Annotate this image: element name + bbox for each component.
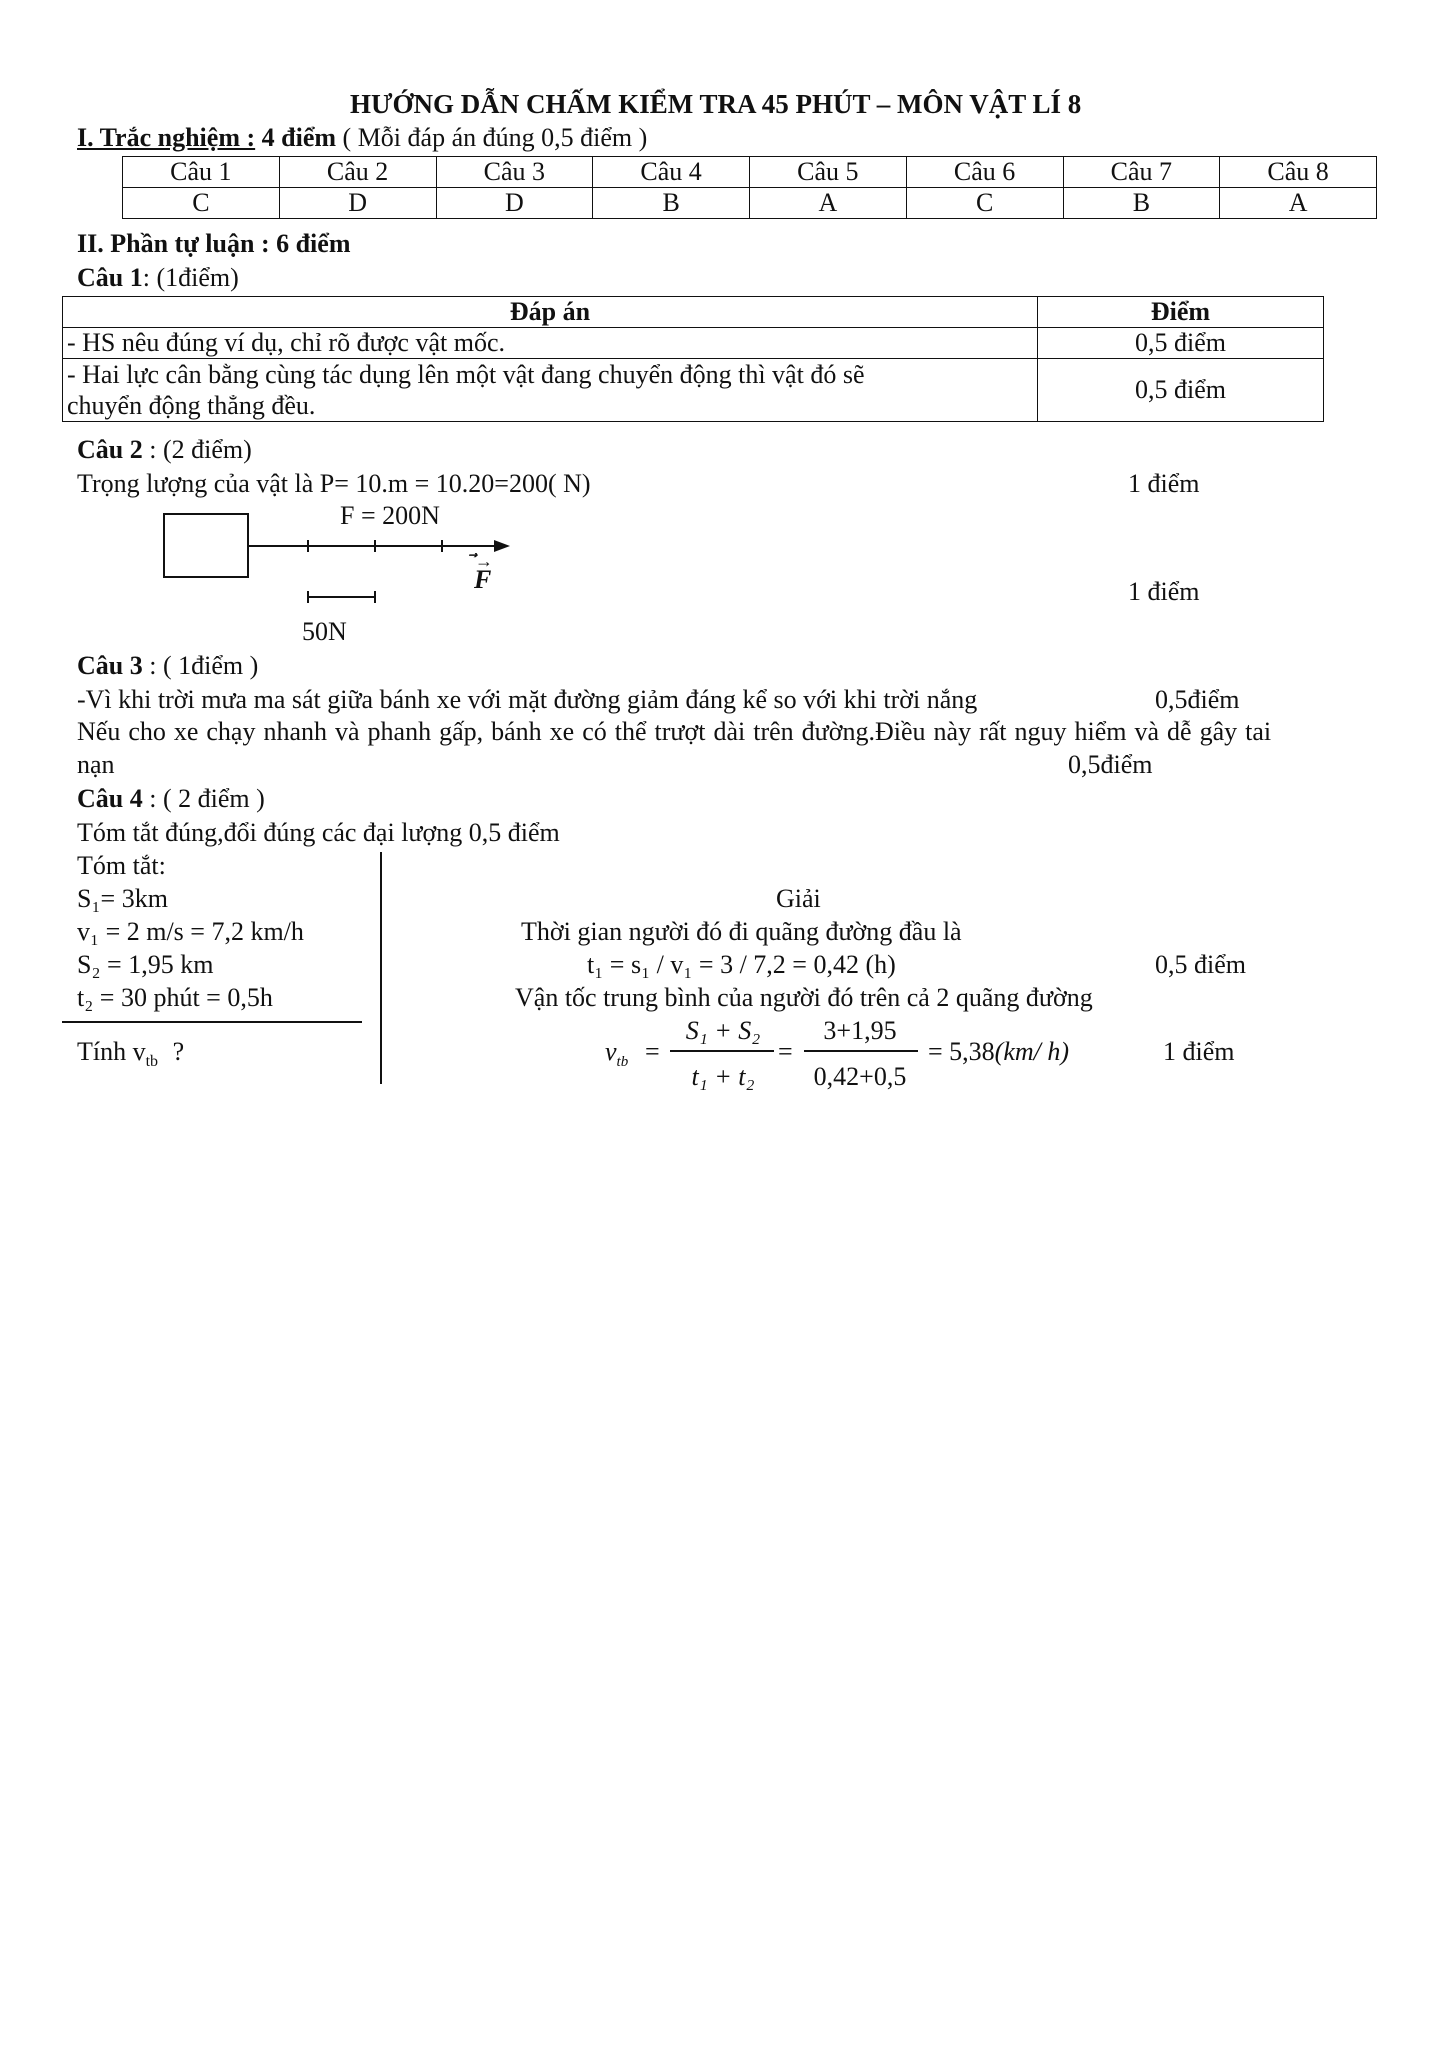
question-cell: Câu 4 <box>593 157 750 188</box>
q3-points: : ( 1điểm ) <box>149 651 259 680</box>
score-cell: 0,5 điểm <box>1038 327 1324 358</box>
part1-heading-line <box>77 124 647 153</box>
object-box <box>164 514 248 577</box>
answer-cell <box>63 358 1038 421</box>
q3-line1: -Vì khi trời mưa ma sát giữa bánh xe với mặt đường giảm đáng kể so với khi trời nắng <box>77 685 978 714</box>
q3-heading <box>77 652 258 681</box>
question-cell: Câu 3 <box>436 157 593 188</box>
formula-den2: 0,42+0,5 <box>813 1062 907 1091</box>
question-cell: Câu 8 <box>1220 157 1377 188</box>
table-row <box>123 157 1377 188</box>
summary-underline <box>62 1021 362 1023</box>
q1-answer-table <box>62 296 1324 422</box>
formula-v-sub: tb <box>616 1054 629 1071</box>
formula-num1: S₁ + S₂ <box>685 1016 761 1045</box>
answer-cell: A <box>1220 187 1377 218</box>
q1-heading <box>77 264 239 293</box>
part1-points: 4 điểm <box>261 123 337 152</box>
vector-arrow-icon: ⃗→ <box>475 551 493 571</box>
scale-label: 50N <box>302 617 347 646</box>
formula-v: v <box>605 1037 617 1066</box>
table-row <box>63 327 1324 358</box>
part1-answer-table <box>122 156 1377 219</box>
q2-points: : (2 điểm) <box>149 435 252 464</box>
q2-label: Câu 2 <box>77 435 143 464</box>
force-arrow-head <box>494 540 510 552</box>
q2-line1: Trọng lượng của vật là P= 10.m = 10.20=200( N) <box>77 469 591 498</box>
force-label: F = 200N <box>340 501 440 530</box>
answer-cell: B <box>593 187 750 218</box>
answer-cell: A <box>750 187 907 218</box>
formula-den1: t₁ + t₂ <box>691 1062 755 1091</box>
q3-score2: 0,5điểm <box>1068 750 1153 779</box>
question-cell: Câu 1 <box>123 157 280 188</box>
find-item <box>77 1038 184 1071</box>
solution-score2: 1 điểm <box>1163 1037 1235 1066</box>
q4-label: Câu 4 <box>77 784 143 813</box>
col-score-header: Điểm <box>1038 297 1324 328</box>
q3-line3: nạn <box>77 750 115 779</box>
q1-points: : (1điểm) <box>142 263 239 292</box>
part1-heading: I. Trắc nghiệm : <box>77 123 256 152</box>
formula-equals: = <box>645 1037 660 1066</box>
q4-heading <box>77 785 265 814</box>
page-title: HƯỚNG DẪN CHẤM KIỂM TRA 45 PHÚT – MÔN VẬT LÍ 8 <box>350 89 1082 119</box>
find-text: Tính v <box>77 1037 146 1066</box>
answer-cell: - HS nêu đúng ví dụ, chỉ rõ được vật mốc. <box>63 327 1038 358</box>
q2-score2: 1 điểm <box>1128 577 1200 606</box>
summary-title: Tóm tắt: <box>77 851 166 880</box>
question-cell: Câu 6 <box>906 157 1063 188</box>
solution-line3: Vận tốc trung bình của người đó trên cả 2 quãng đường <box>515 983 1093 1012</box>
formula-fraction-line <box>670 1050 774 1052</box>
solution-score1: 0,5 điểm <box>1155 950 1246 979</box>
q1-label: Câu 1 <box>77 263 143 292</box>
col-answer-header: Đáp án <box>63 297 1038 328</box>
summary-divider <box>380 852 382 1084</box>
q4-intro: Tóm tắt đúng,đổi đúng các đại lượng 0,5 điểm <box>77 818 560 847</box>
q3-score1: 0,5điểm <box>1155 685 1240 714</box>
question-cell: Câu 2 <box>279 157 436 188</box>
formula-equals: = <box>778 1037 793 1066</box>
find-sub: tb <box>145 1053 159 1071</box>
formula-lhs <box>605 1038 628 1071</box>
part1-note: ( Mỗi đáp án đúng 0,5 điểm ) <box>342 123 648 152</box>
score-cell: 0,5 điểm <box>1038 358 1324 421</box>
q2-heading <box>77 436 252 465</box>
answer-cell: C <box>123 187 280 218</box>
formula-fraction-line <box>804 1050 918 1052</box>
find-question: ? <box>172 1037 185 1066</box>
force-vector-symbol <box>474 551 493 595</box>
answer-cell: B <box>1063 187 1220 218</box>
answer-line: chuyển động thẳng đều. <box>67 390 316 420</box>
given-item: v₁ = 2 m/s = 7,2 km/h <box>77 917 304 946</box>
part2-heading: II. Phần tự luận : 6 điểm <box>77 229 351 258</box>
formula-unit: (km/ h) <box>994 1037 1070 1066</box>
formula-result-value: = 5,38 <box>928 1037 995 1066</box>
answer-cell: D <box>436 187 593 218</box>
q4-points: : ( 2 điểm ) <box>149 784 265 813</box>
force-diagram <box>150 505 710 625</box>
formula-num2: 3+1,95 <box>823 1016 897 1045</box>
answer-line: - Hai lực cân bằng cùng tác dụng lên một vật đang chuyển động thì vật đó sẽ <box>67 359 865 389</box>
answer-cell: C <box>906 187 1063 218</box>
table-row <box>63 297 1324 328</box>
solution-line1: Thời gian người đó đi quãng đường đầu là <box>521 917 962 946</box>
q3-label: Câu 3 <box>77 651 143 680</box>
table-row <box>63 358 1324 421</box>
question-cell: Câu 7 <box>1063 157 1220 188</box>
given-item: S₁= 3km <box>77 884 168 913</box>
given-item: S₂ = 1,95 km <box>77 950 214 979</box>
given-item: t₂ = 30 phút = 0,5h <box>77 983 273 1012</box>
formula-result <box>928 1038 1069 1067</box>
solution-title: Giải <box>776 884 821 913</box>
table-row <box>123 187 1377 218</box>
answer-cell: D <box>279 187 436 218</box>
solution-line2: t₁ = s₁ / v₁ = 3 / 7,2 = 0,42 (h) <box>587 950 896 979</box>
q3-line2: Nếu cho xe chạy nhanh và phanh gấp, bánh xe có thể trượt dài trên đường.Điều này rất nguy hiểm và dễ gây tai <box>77 717 1272 746</box>
question-cell: Câu 5 <box>750 157 907 188</box>
q2-score1: 1 điểm <box>1128 469 1200 498</box>
vector-label: F <box>474 565 492 594</box>
